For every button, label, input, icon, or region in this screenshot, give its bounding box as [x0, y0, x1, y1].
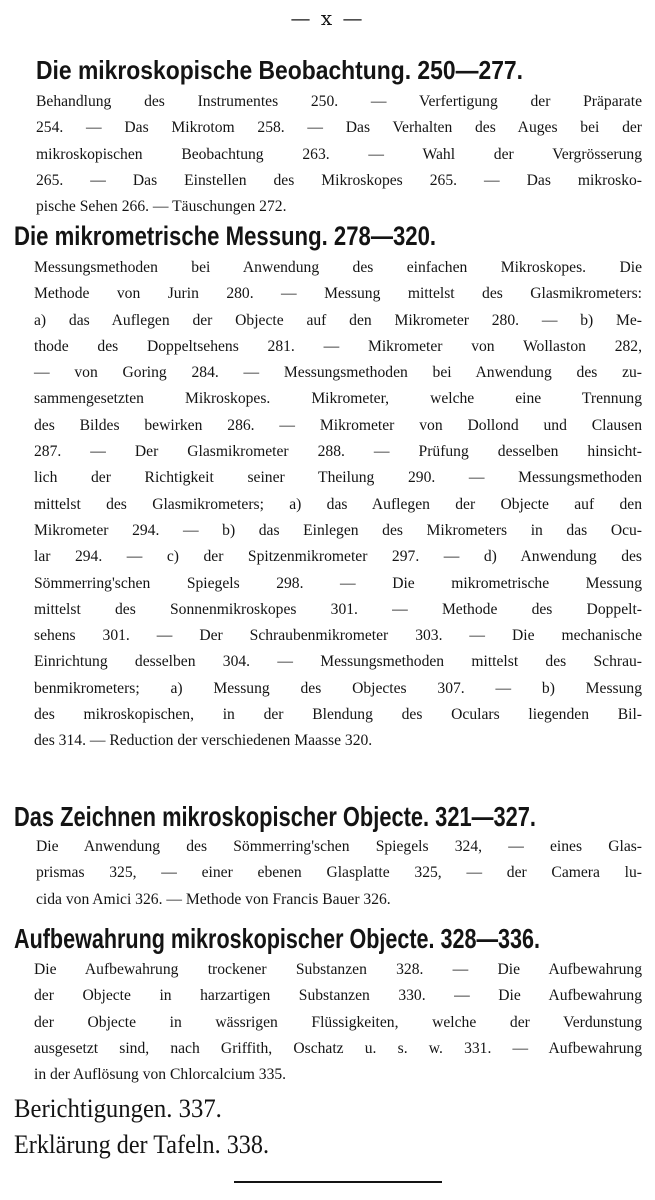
text-line: mikroskopischen Beobachtung 263. — Wahl der Vergrösserung	[36, 145, 642, 163]
text-line: lich der Richtigkeit seiner Theilung 290. — Messungsmethoden	[34, 469, 642, 487]
page-number: — x —	[290, 6, 365, 30]
text-line: a) das Auflegen der Objecte auf den Mikrometer 280. — b) Me-	[34, 311, 642, 329]
section-heading-micrometric: Die mikrometrische Messung. 278—320.	[14, 221, 437, 251]
text-line: thode des Doppeltsehens 281. — Mikrometer von Wollaston 282,	[34, 337, 642, 355]
text-line: Sömmerring'schen Spiegels 298. — Die mikrometrische Messung	[34, 574, 642, 592]
errata-entry: Berichtigungen. 337.	[14, 1094, 222, 1123]
text-line: der Objecte in wässrigen Flüssigkeiten, welche der Verdunstung	[34, 1013, 642, 1031]
section-body-observation	[36, 89, 642, 220]
text-line: des mikroskopischen, in der Blendung des Oculars liegenden Bil-	[34, 706, 642, 724]
text-line: des Bildes bewirken 286. — Mikrometer von Dollond und Clausen	[34, 416, 642, 434]
text-line: 265. — Das Einstellen des Mikroskopes 265. — Das mikrosko-	[36, 171, 642, 189]
text-line: 254. — Das Mikrotom 258. — Das Verhalten des Auges bei der	[36, 119, 642, 137]
text-line: der Objecte in harzartigen Substanzen 330. — Die Aufbewahrung	[34, 987, 642, 1005]
text-line: benmikrometers; a) Messung des Objectes 307. — b) Messung	[34, 679, 642, 697]
text-line: Behandlung des Instrumentes 250. — Verfertigung der Präparate	[36, 93, 642, 110]
text-line: — von Goring 284. — Messungsmethoden bei Anwendung des zu-	[34, 364, 642, 382]
section-heading-drawing: Das Zeichnen mikroskopischer Objecte. 321—327.	[14, 801, 536, 832]
section-heading-observation: Die mikroskopische Beobachtung. 250—277.	[36, 55, 524, 85]
text-line: cida von Amici 326. — Methode von Francis Bauer 326.	[36, 890, 391, 908]
text-line: pische Sehen 266. — Täuschungen 272.	[36, 198, 287, 216]
text-line: Einrichtung desselben 304. — Messungsmethoden mittelst des Schrau-	[34, 653, 642, 671]
text-line: ausgesetzt sind, nach Griffith, Oschatz u. s. w. 331. — Aufbewahrung	[34, 1039, 642, 1057]
section-body-micrometric	[34, 255, 642, 755]
text-line: Methode von Jurin 280. — Messung mittelst des Glasmikrometers:	[34, 285, 642, 303]
text-line: prismas 325, — einer ebenen Glasplatte 325, — der Camera lu-	[36, 864, 642, 882]
text-line: Mikrometer 294. — b) das Einlegen des Mikrometers in das Ocu-	[34, 521, 642, 539]
text-line: 287. — Der Glasmikrometer 288. — Prüfung desselben hinsicht-	[34, 443, 642, 461]
section-body-preservation	[34, 957, 642, 1088]
closing-rule	[234, 1181, 442, 1183]
text-line: sammengesetzten Mikroskopes. Mikrometer, welche eine Trennung	[34, 390, 642, 408]
text-line: mittelst des Glasmikrometers; a) das Auflegen der Objecte auf den	[34, 495, 642, 513]
text-line: Messungsmethoden bei Anwendung des einfachen Mikroskopes. Die	[34, 259, 642, 276]
section-heading-preservation: Aufbewahrung mikroskopischer Objecte. 328—336.	[14, 923, 541, 954]
text-line: Die Anwendung des Sömmerring'schen Spiegels 324, — eines Glas-	[36, 838, 642, 855]
section-body-drawing	[36, 834, 642, 913]
text-line: des 314. — Reduction der verschiedenen Maasse 320.	[34, 732, 373, 750]
plates-explanation-entry: Erklärung der Tafeln. 338.	[14, 1130, 270, 1159]
text-line: mittelst des Sonnenmikroskopes 301. — Methode des Doppelt-	[34, 600, 642, 618]
text-line: in der Auflösung von Chlorcalcium 335.	[34, 1066, 287, 1084]
text-line: lar 294. — c) der Spitzenmikrometer 297. — d) Anwendung des	[34, 548, 642, 566]
text-line: Die Aufbewahrung trockener Substanzen 328. — Die Aufbewahrung	[34, 961, 642, 978]
text-line: sehens 301. — Der Schraubenmikrometer 303. — Die mechanische	[34, 627, 642, 645]
